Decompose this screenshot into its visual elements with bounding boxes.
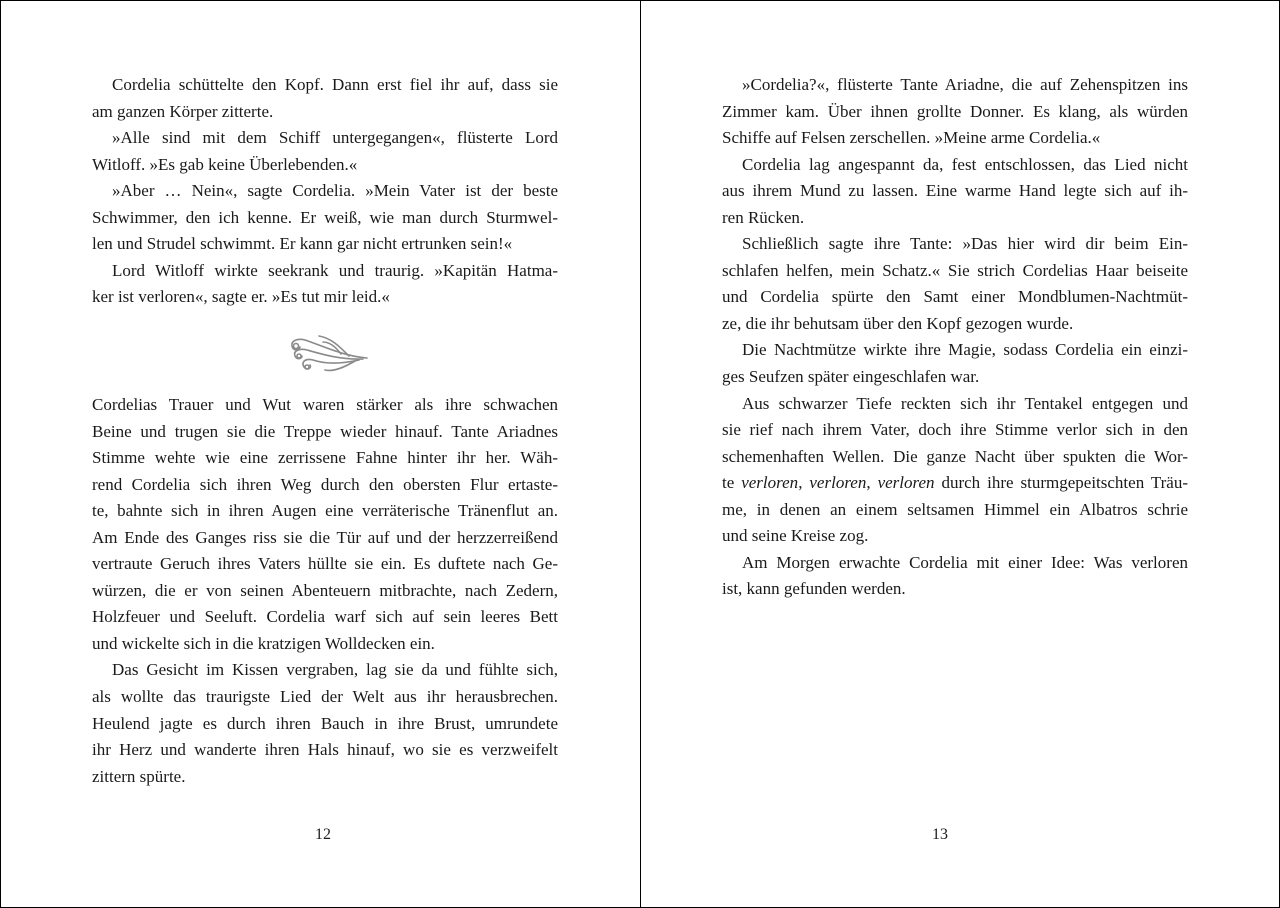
text-line: ihr Herz und wanderte ihren Hals hinauf, wo sie es verzweifelt <box>92 740 558 760</box>
text-line: ges Seufzen später eingeschlafen war. <box>722 367 980 387</box>
text-line: Aus schwarzer Tiefe reckten sich ihr Tentakel entgegen und <box>742 393 1188 413</box>
text-line: und seine Kreise zog. <box>722 526 869 546</box>
paragraph <box>92 125 558 178</box>
text-line: Stimme wehte wie eine zerrissene Fahne hinter ihr her. Wäh- <box>92 448 558 468</box>
text-line: Das Gesicht im Kissen vergraben, lag sie da und fühlte sich, <box>112 660 558 680</box>
text-line: len und Strudel schwimmt. Er kann gar nicht ertrunken sein!« <box>92 234 513 254</box>
paragraph <box>92 178 558 258</box>
text-line: Die Nachtmütze wirkte ihre Magie, sodass Cordelia ein einzi- <box>742 340 1188 360</box>
text-line: Cordelia schüttelte den Kopf. Dann erst fiel ihr auf, dass sie <box>112 75 558 94</box>
paragraph <box>92 258 558 311</box>
text-line: Schwimmer, den ich kenne. Er weiß, wie man durch Sturmwel- <box>92 207 558 227</box>
text-section <box>92 392 558 790</box>
section-break-ornament-icon <box>283 332 369 376</box>
paragraph <box>92 657 558 790</box>
text-section <box>92 72 558 311</box>
text-line: ker ist verloren«, sagte er. »Es tut mir leid.« <box>92 287 390 307</box>
text-line: Witloff. »Es gab keine Überlebenden.« <box>92 154 358 174</box>
text-segment: , <box>866 473 878 493</box>
text-line: te, bahnte sich in ihren Augen eine verräterische Tränenflut an. <box>92 501 558 521</box>
paragraph <box>722 152 1188 232</box>
text-line: Schließlich sagte ihre Tante: »Das hier wird dir beim Ein- <box>742 234 1188 254</box>
text-line <box>722 470 1188 497</box>
text-line: schlafen helfen, mein Schatz.« Sie strich Cordelias Haar beiseite <box>722 260 1188 280</box>
right-page <box>641 0 1280 908</box>
page-number: 13 <box>932 826 948 843</box>
text-line: Holzfeuer und Seeluft. Cordelia warf sich auf sein leeres Bett <box>92 607 558 627</box>
paragraph <box>722 391 1188 550</box>
emphasized-word: verloren <box>877 473 935 493</box>
page-number: 12 <box>315 826 331 843</box>
paragraph <box>722 72 1188 152</box>
text-line: aus ihrem Mund zu lassen. Eine warme Hand legte sich auf ih- <box>722 181 1188 201</box>
text-line: Cordelia lag angespannt da, fest entschlossen, das Lied nicht <box>742 154 1188 174</box>
emphasized-word: verloren <box>741 473 799 493</box>
text-line: ze, die ihr behutsam über den Kopf gezogen wurde. <box>722 313 1074 333</box>
paragraph <box>92 72 558 125</box>
text-line: sie rief nach ihrem Vater, doch ihre Stimme verlor sich in den <box>722 420 1188 440</box>
text-line: Heulend jagte es durch ihren Bauch in ihre Brust, umrundete <box>92 713 558 733</box>
text-line: Lord Witloff wirkte seekrank und traurig. »Kapitän Hatma- <box>112 260 558 280</box>
text-line: me, in denen an einem seltsamen Himmel ein Albatros schrie <box>722 499 1188 519</box>
paragraph <box>722 231 1188 337</box>
text-line: Am Morgen erwachte Cordelia mit einer Idee: Was verloren <box>742 552 1188 572</box>
text-line: Am Ende des Ganges riss sie die Tür auf und der herzzerreißend <box>92 527 558 547</box>
text-segment: te <box>722 473 742 493</box>
paragraph <box>92 392 558 657</box>
text-line: Zimmer kam. Über ihnen grollte Donner. Es klang, als würden <box>722 101 1188 121</box>
text-line: Schiffe auf Felsen zerschellen. »Meine arme Cordelia.« <box>722 128 1101 148</box>
text-line: Beine und trugen sie die Treppe wieder hinauf. Tante Ariadnes <box>92 421 558 441</box>
text-segment: , <box>798 473 810 493</box>
paragraph <box>722 337 1188 390</box>
text-segment: durch ihre sturmgepeitschten Träu- <box>934 473 1188 493</box>
text-line: ren Rücken. <box>722 207 805 227</box>
paragraph <box>722 550 1188 603</box>
text-line: vertraute Geruch ihres Vaters hüllte sie ein. Es duftete nach Ge- <box>92 554 558 574</box>
text-line: und wickelte sich in die kratzigen Wolldecken ein. <box>92 633 435 653</box>
text-line: und Cordelia spürte den Samt einer Mondblumen-Nachtmüt- <box>722 287 1188 307</box>
text-line: »Alle sind mit dem Schiff untergegangen«, flüsterte Lord <box>112 128 558 148</box>
text-section <box>722 72 1188 603</box>
text-line: als wollte das traurigste Lied der Welt aus ihr herausbrechen. <box>92 687 558 707</box>
text-line: schemenhaften Wellen. Die ganze Nacht über spukten die Wor- <box>722 446 1188 466</box>
emphasized-word: verloren <box>809 473 867 493</box>
text-line: »Cordelia?«, flüsterte Tante Ariadne, die auf Zehenspitzen ins <box>742 75 1188 94</box>
text-line: ist, kann gefunden werden. <box>722 579 906 599</box>
text-line: Cordelias Trauer und Wut waren stärker als ihre schwachen <box>92 395 558 414</box>
text-line: würzen, die er von seinen Abenteuern mitbrachte, nach Zedern, <box>92 580 558 600</box>
text-line: »Aber … Nein«, sagte Cordelia. »Mein Vater ist der beste <box>112 181 558 201</box>
text-line: am ganzen Körper zitterte. <box>92 101 274 121</box>
text-line: zittern spürte. <box>92 766 186 786</box>
text-line: rend Cordelia sich ihren Weg durch den obersten Flur ertaste- <box>92 474 558 494</box>
